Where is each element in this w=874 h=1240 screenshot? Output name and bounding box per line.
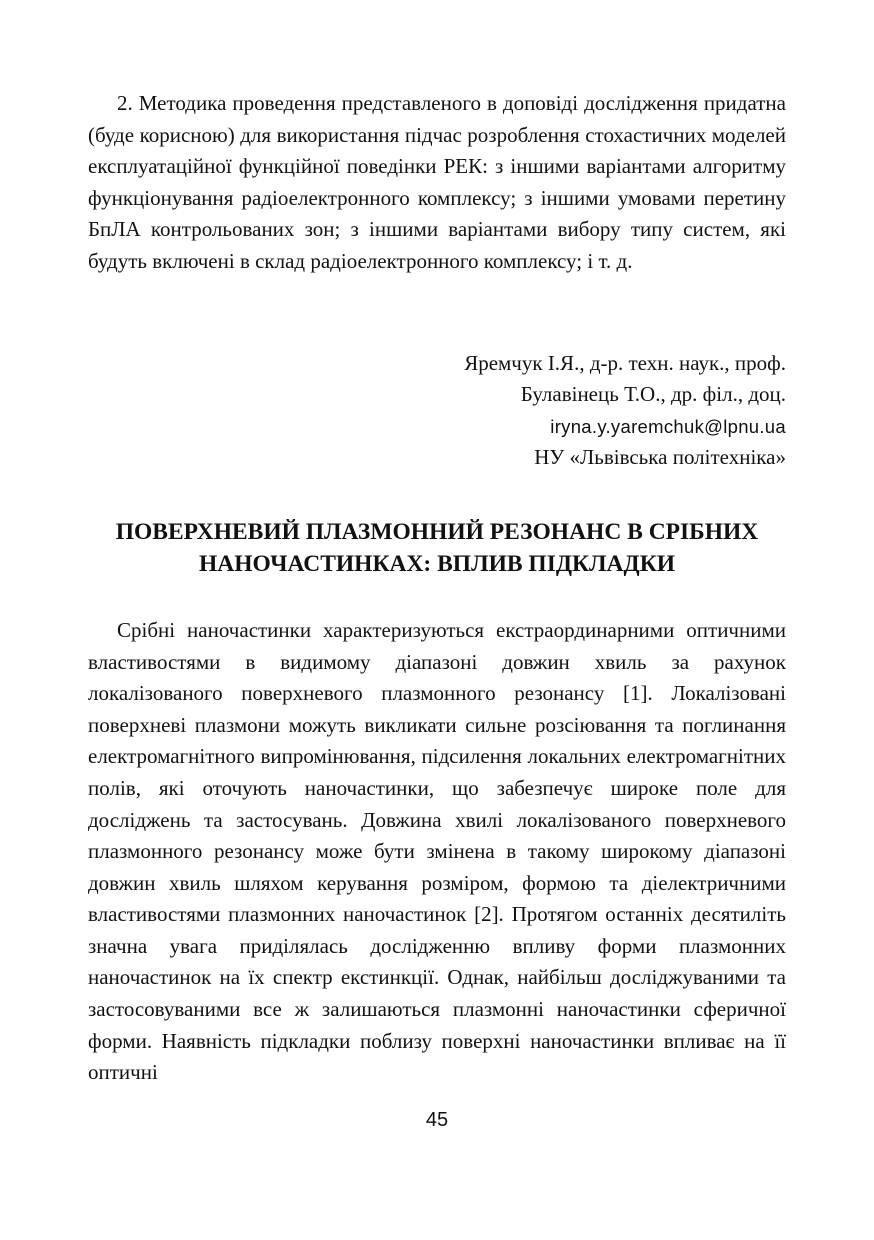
authors-block	[88, 348, 786, 474]
title-line-1: ПОВЕРХНЕВИЙ ПЛАЗМОННИЙ РЕЗОНАНС В СРІБНИХ	[115, 518, 759, 545]
page-content	[88, 84, 786, 1089]
title-line-2: НАНОЧАСТИНКАХ: ВПЛИВ ПІДКЛАДКИ	[198, 550, 676, 577]
author-1: Яремчук І.Я., д-р. техн. наук., проф.	[464, 350, 786, 375]
article-title	[88, 516, 786, 580]
author-email[interactable]: iryna.y.yaremchuk@lpnu.ua	[550, 415, 786, 437]
author-2: Булавінець Т.О., др. філ., доц.	[520, 382, 786, 407]
paragraph-methodology: 2. Методика проведення представленого в доповіді дослідження придатна (буде корисною) для використання підчас розроблення стохастичних моделей експлуатаційної функційної поведінки РЕК: з іншими варіантами алгоритму функціонування радіоелектронного комплексу; з іншими умовами перетину БпЛА контрольованих зон; з іншими варіантами вибору типу систем, які будуть включені в склад радіоелектронного комплексу; і т. д.	[88, 91, 786, 273]
page-number: 45	[425, 1109, 449, 1131]
affiliation: НУ «Львівська політехніка»	[534, 445, 786, 470]
paragraph-intro: Срібні наночастинки характеризуються екстраординарними оптичними властивостями в видимому діапазоні довжин хвиль за рахунок локалізованого поверхневого плазмонного резонансу [1]. Локалізовані поверхневі плазмони можуть викликати сильне розсіювання та поглинання електромагнітного випромінювання, підсилення локальних електромагнітних полів, які оточують наночастинки, що забезпечує широке поле для досліджень та застосувань. Довжина хвилі локалізованого поверхневого плазмонного резонансу може бути змінена в такому широкому діапазоні довжин хвиль шляхом керування розміром, формою та діелектричними властивостями плазмонних наночастинок [2]. Протягом останніх десятиліть значна увага приділялась дослідженню впливу форми плазмонних наночастинок на їх спектр екстинкції. Однак, найбільш досліджуваними та застосовуваними все ж залишаються плазмонні наночастинки сферичної форми. Наявність підкладки поблизу поверхні наночастинки впливає на її оптичні	[88, 617, 786, 1085]
